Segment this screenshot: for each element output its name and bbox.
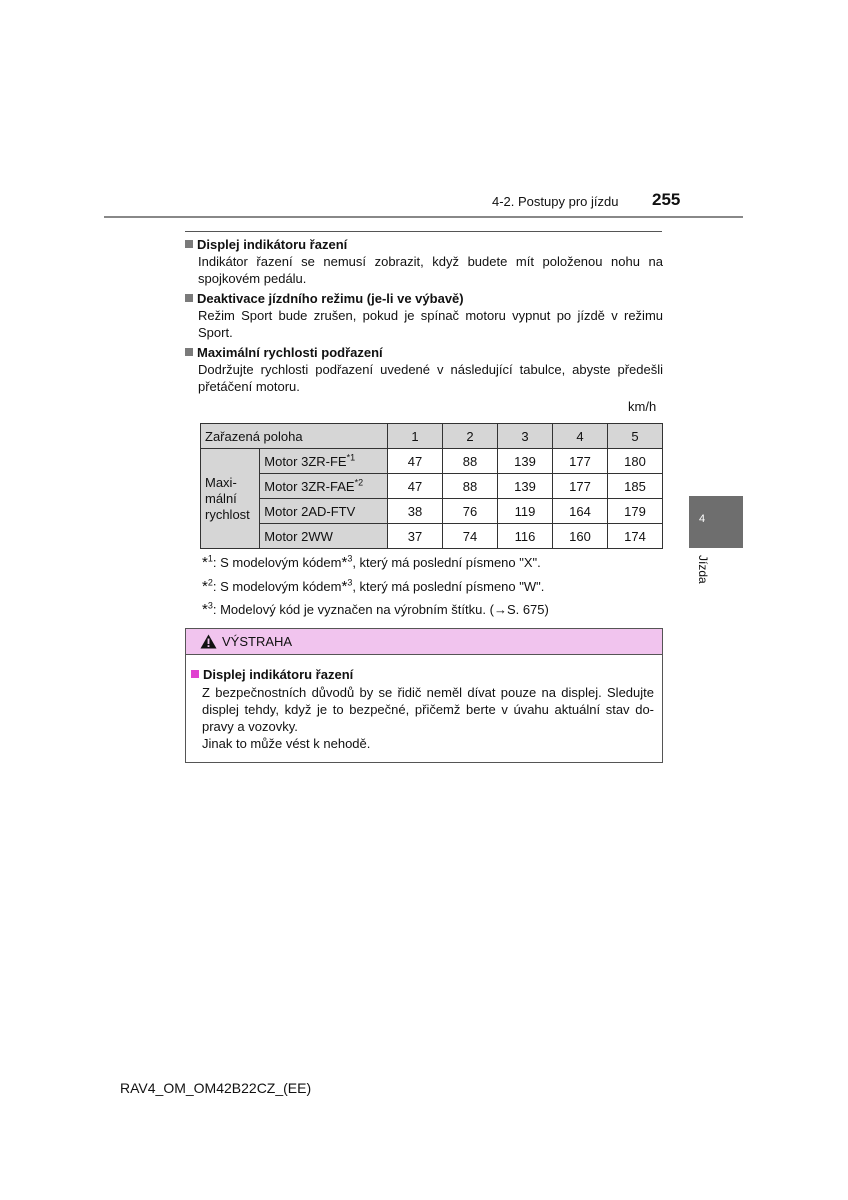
speed-cell: 119 bbox=[498, 499, 553, 524]
arrow-right-icon: → bbox=[493, 602, 507, 617]
table-header-row bbox=[201, 424, 663, 449]
speed-cell: 37 bbox=[388, 524, 443, 549]
table-row bbox=[201, 499, 663, 524]
speed-cell: 74 bbox=[443, 524, 498, 549]
content-divider bbox=[185, 231, 662, 232]
speed-cell: 164 bbox=[553, 499, 608, 524]
warning-body: Z bezpečnostních důvodů by se řidič neměl dívat pouze na displej. Sledujte displej tehdy, když je to bezpečné, přičemž berte v úvahu aktuální stav do-pravy a vozovky. Jinak to může vést k nehodě. bbox=[202, 685, 654, 751]
chapter-tab-number: 4 bbox=[698, 513, 706, 525]
gear-header: 1 bbox=[388, 424, 443, 449]
footnote-2: *$^2$: S modelovým kódem*$^3$, který má poslední písmeno "W". bbox=[202, 577, 545, 595]
section-drive-mode bbox=[185, 290, 663, 341]
gear-header: 4 bbox=[553, 424, 608, 449]
table-row bbox=[201, 449, 663, 474]
section-body: Indikátor řazení se nemusí zobrazit, když budete mít položenou nohu na spojkovém pedálu. bbox=[198, 254, 663, 286]
bullet-square-icon bbox=[191, 670, 199, 678]
warning-triangle-icon bbox=[200, 634, 217, 652]
speed-cell: 180 bbox=[608, 449, 663, 474]
speed-cell: 174 bbox=[608, 524, 663, 549]
section-body: Dodržujte rychlosti podřazení uvedené v následující tabulce, abyste předešli přetáčení motoru. bbox=[198, 362, 663, 394]
engine-cell: Motor 2WW bbox=[260, 524, 388, 549]
section-heading: Deaktivace jízdního režimu (je-li ve výbavě) bbox=[185, 290, 663, 307]
speed-cell: 76 bbox=[443, 499, 498, 524]
speed-cell: 177 bbox=[553, 474, 608, 499]
section-heading: Displej indikátoru řazení bbox=[185, 236, 663, 253]
table-row bbox=[201, 474, 663, 499]
speed-cell: 160 bbox=[553, 524, 608, 549]
header-section-title: 4-2. Postupy pro jízdu bbox=[492, 194, 619, 209]
table-header-label: Zařazená poloha bbox=[201, 424, 388, 449]
gear-header: 5 bbox=[608, 424, 663, 449]
speed-cell: 47 bbox=[388, 474, 443, 499]
section-downshift-speeds bbox=[185, 344, 663, 395]
chapter-tab bbox=[689, 496, 743, 548]
footnote-3: *$^3$: Modelový kód je vyznačen na výrobním štítku. (→S. 675) bbox=[202, 600, 549, 618]
downshift-speed-table bbox=[200, 423, 663, 549]
warning-header bbox=[186, 629, 662, 655]
warning-box bbox=[185, 628, 663, 763]
warning-label: VÝSTRAHA bbox=[222, 634, 293, 649]
speed-cell: 38 bbox=[388, 499, 443, 524]
speed-cell: 177 bbox=[553, 449, 608, 474]
header-divider bbox=[104, 216, 743, 218]
speed-cell: 185 bbox=[608, 474, 663, 499]
speed-cell: 88 bbox=[443, 474, 498, 499]
speed-cell: 139 bbox=[498, 449, 553, 474]
bullet-square-icon bbox=[185, 348, 193, 356]
chapter-tab-label: Jízda bbox=[696, 555, 710, 584]
section-shift-indicator bbox=[185, 236, 663, 287]
row-group-header: Maxi- mální rychlost bbox=[201, 449, 260, 549]
engine-cell: Motor 3ZR-FAE$^{*2}$ bbox=[260, 474, 388, 499]
bullet-square-icon bbox=[185, 294, 193, 302]
engine-cell: Motor 2AD-FTV bbox=[260, 499, 388, 524]
speed-cell: 116 bbox=[498, 524, 553, 549]
gear-header: 2 bbox=[443, 424, 498, 449]
table-row bbox=[201, 524, 663, 549]
section-body: Režim Sport bude zrušen, pokud je spínač motoru vypnut po jízdě v režimu Sport. bbox=[198, 308, 663, 340]
speed-cell: 47 bbox=[388, 449, 443, 474]
speed-cell: 179 bbox=[608, 499, 663, 524]
gear-header: 3 bbox=[498, 424, 553, 449]
speed-cell: 139 bbox=[498, 474, 553, 499]
footnote-1: *$^1$: S modelovým kódem*$^3$, který má poslední písmeno "X". bbox=[202, 553, 541, 571]
warning-heading: Displej indikátoru řazení bbox=[191, 667, 353, 682]
page-number: 255 bbox=[652, 190, 681, 209]
speed-cell: 88 bbox=[443, 449, 498, 474]
engine-cell: Motor 3ZR-FE$^{*1}$ bbox=[260, 449, 388, 474]
section-heading: Maximální rychlosti podřazení bbox=[185, 344, 663, 361]
document-code: RAV4_OM_OM42B22CZ_(EE) bbox=[120, 1080, 312, 1096]
bullet-square-icon bbox=[185, 240, 193, 248]
table-unit: km/h bbox=[628, 399, 657, 414]
